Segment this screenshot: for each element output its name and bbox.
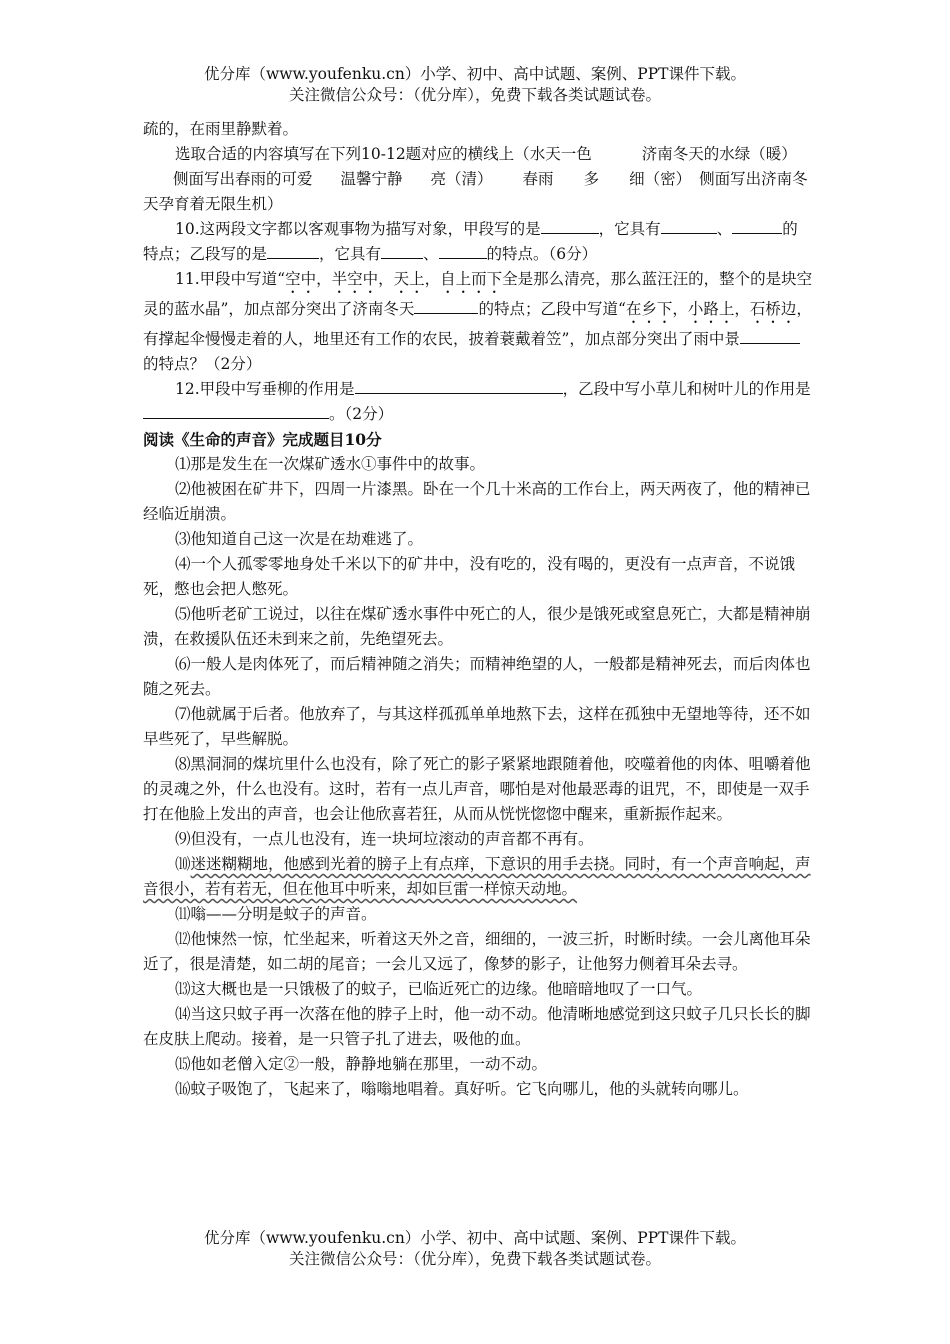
instruction: 选取合适的内容填写在下列10-12题对应的横线上（水天一色 济南冬天的水绿（暖）侧面写出春雨的可爱 温馨宁静 亮（清） 春雨 多 细（密） 侧面写出济南冬天孕育着无限生机）: [143, 145, 808, 213]
story-paragraph: ⒂他如老僧入定②一般，静静地躺在那里，一动不动。: [175, 1055, 548, 1073]
option: 细（密）: [629, 170, 692, 188]
story-paragraph: ⑹一般人是肉体死了，而后精神随之消失；而精神绝望的人，一般都是精神死去，而后肉体也随之死去。: [143, 655, 811, 698]
footer-line-1: 优分库（www.youfenku.cn）小学、初中、高中试题、案例、PPT课件下载。: [203, 1229, 747, 1247]
answer-blank[interactable]: [541, 219, 599, 234]
page-header: [0, 64, 950, 106]
reading-title: 阅读《生命的声音》完成题目10分: [143, 430, 382, 449]
page-footer: [0, 1228, 950, 1270]
story-paragraph: ⑵他被困在矿井下，四周一片漆黑。卧在一个几十米高的工作台上，两天两夜了，他的精神已经临近崩溃。: [143, 480, 811, 523]
story-paragraph: ⒀这大概也是一只饿极了的蚊子，已临近死亡的边缘。他暗暗地叹了一口气。: [175, 980, 703, 998]
option: 温馨宁静: [340, 170, 403, 188]
option: 侧面写出济南冬天孕育着无限生机）: [143, 170, 808, 213]
header-line-2: 关注微信公众号：（优分库），免费下载各类试题试卷。: [288, 86, 661, 104]
option: 济南冬天的水绿（暖）: [641, 145, 797, 163]
answer-blank[interactable]: [414, 299, 478, 314]
story-paragraph: ⑽迷迷糊糊地，他感到光着的膀子上有点痒，下意识的用手去挠。同时，有一个声音响起，声音很小，若有若无，但在他耳中听来，却如巨雷一样惊天动地。: [143, 855, 811, 898]
story-paragraph: ⑼但没有，一点儿也没有，连一块坷垃滚动的声音都不再有。: [175, 830, 594, 848]
answer-blank[interactable]: [267, 244, 319, 259]
story-paragraph: ⑾嗡——分明是蚊子的声音。: [175, 905, 377, 923]
answer-blank[interactable]: [143, 404, 329, 419]
option: 亮（清）: [430, 170, 493, 188]
story-paragraph: ⑶他知道自己这一次是在劫难逃了。: [175, 530, 424, 548]
story-paragraph: ⒃蚊子吸饱了，飞起来了，嗡嗡地唱着。真好听。它飞向哪儿，他的头就转向哪儿。: [175, 1080, 749, 1098]
story-paragraph: ⑴那是发生在一次煤矿透水①事件中的故事。: [175, 455, 486, 473]
story-paragraph: ⑻黑洞洞的煤坑里什么也没有，除了死亡的影子紧紧地跟随着他，咬噬着他的肉体、咀嚼着他的灵魂之外，什么也没有。这时，若有一点儿声音，哪怕是对他最恶毒的诅咒，不，即使是一双手打在他脸上发出的声音，也会让他欣喜若狂，从而从恍恍惚惚中醒来，重新振作起来。: [143, 755, 811, 823]
answer-blank[interactable]: [381, 244, 423, 259]
wavy-underlined-text: 迷迷糊糊地，他感到光着的膀子上有点痒，下意识的用手去挠。同时，有一个声音响起，声音很小，若有若无，但在他耳中听来，却如巨雷一样惊天动地。: [143, 855, 811, 898]
option: 多: [583, 170, 600, 188]
footer-line-2: 关注微信公众号：（优分库），免费下载各类试题试卷。: [288, 1250, 661, 1268]
story-paragraphs: [143, 452, 813, 1102]
answer-blank[interactable]: [732, 219, 782, 234]
option: 水天一色: [529, 145, 592, 163]
option: 春雨: [522, 170, 554, 188]
answer-blank[interactable]: [661, 219, 717, 234]
option: 侧面写出春雨的可爱: [173, 170, 313, 188]
dotted-phrase: 空中，半空中，天上，自上而下: [285, 270, 503, 288]
story-paragraph: ⑺他就属于后者。他放弃了，与其这样孤孤单单地熬下去，这样在孤独中无望地等待，还不如早些死了，早些解脱。: [143, 705, 811, 748]
intro-tail: 疏的，在雨里静默着。: [143, 120, 299, 138]
story-paragraph: ⑸他听老矿工说过，以往在煤矿透水事件中死亡的人，很少是饿死或窒息死亡，大都是精神崩溃，在救援队伍还未到来之前，先绝望死去。: [143, 605, 811, 648]
story-paragraph: ⑷一个人孤零零地身处千米以下的矿井中，没有吃的，没有喝的，更没有一点声音，不说饿死，憋也会把人憋死。: [143, 555, 796, 598]
header-line-1: 优分库（www.youfenku.cn）小学、初中、高中试题、案例、PPT课件下载。: [203, 65, 747, 83]
story-paragraph: ⒁当这只蚊子再一次落在他的脖子上时，他一动不动。他清晰地感觉到这只蚊子几只长长的脚在皮肤上爬动。接着，是一只管子扎了进去，吸他的血。: [143, 1005, 811, 1048]
answer-blank[interactable]: [740, 329, 800, 344]
question-12: 12.甲段中写垂柳的作用是 ，乙段中写小草儿和树叶儿的作用是。（2分）: [143, 377, 813, 427]
question-11: 11.甲段中写道“空中，半空中，天上，自上而下全是那么清亮，那么蓝汪汪的，整个的是块空灵的蓝水晶”，加点部分突出了济南冬天 的特点；乙段中写道“在乡下，小路上，石桥边，有撑起伞慢慢走着的人，地里还有工作的农民，披着蓑戴着笠”，加点部分突出了雨中景的特点？（2分）: [143, 270, 813, 373]
dotted-phrase: 在乡下，小路上，石桥边: [625, 300, 797, 318]
answer-blank[interactable]: [355, 379, 563, 394]
question-10: 10.这两段文字都以客观事物为描写对象，甲段写的是 ，它具有 、 的特点；乙段写的是 ，它具有 、 的特点。（6分）: [143, 220, 798, 263]
story-paragraph: ⑿他悚然一惊，忙坐起来，听着这天外之音，细细的，一波三折，时断时续。一会儿离他耳朵近了，很是清楚，如二胡的尾音；一会儿又远了，像梦的影子，让他努力侧着耳朵去寻。: [143, 930, 811, 973]
document-body: [143, 117, 813, 1102]
answer-blank[interactable]: [439, 244, 487, 259]
